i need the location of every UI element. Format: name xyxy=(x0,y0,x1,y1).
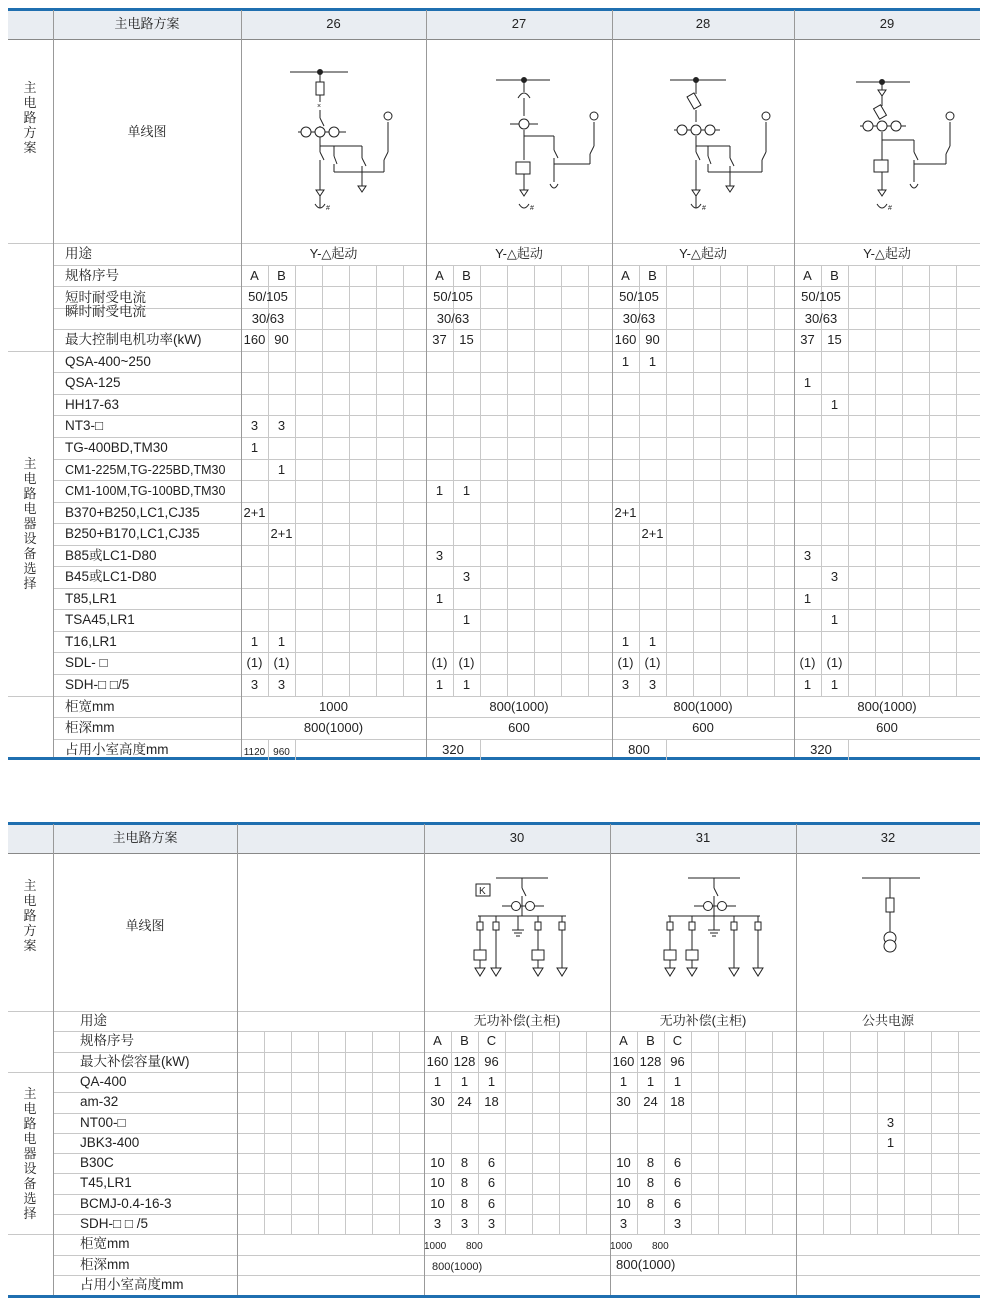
equipment-name: BCMJ-0.4-16-3 xyxy=(80,1195,172,1211)
equipment-qty: 1 xyxy=(460,1073,469,1089)
equipment-name: SDH-□ □/5 xyxy=(65,677,130,692)
current-peak-value: 30/63 xyxy=(436,310,470,326)
equipment-name: CM1-225M,TG-225BD,TM30 xyxy=(65,462,226,477)
current-short-label: 短时耐受电流 xyxy=(65,290,146,306)
equipment-qty: 6 xyxy=(673,1175,682,1191)
equipment-qty: 1 xyxy=(250,439,259,455)
usage-value: Y-△起动 xyxy=(309,246,358,261)
top-rule xyxy=(8,8,980,11)
equipment-qty: 3 xyxy=(435,547,444,563)
usage-value: Y-△起动 xyxy=(863,246,911,261)
equipment-qty: 1 xyxy=(250,633,259,649)
equipment-name: B30C xyxy=(80,1155,114,1171)
equipment-qty: 3 xyxy=(621,677,630,692)
equipment-name: QSA-400~250 xyxy=(65,353,151,369)
svg-text:#: # xyxy=(702,205,706,212)
power-value: 15 xyxy=(827,332,842,348)
scheme-27: 27 xyxy=(511,16,527,31)
equipment-qty: 3 xyxy=(648,677,657,692)
equipment-qty: 10 xyxy=(430,1155,445,1171)
spec-value: A xyxy=(621,267,630,283)
equipment-qty: 18 xyxy=(670,1094,685,1110)
spec-value: A xyxy=(435,267,444,283)
capacity-value: 160 xyxy=(426,1053,449,1069)
scheme-29: 29 xyxy=(879,16,895,31)
equipment-qty: 3 xyxy=(886,1114,895,1130)
table-schemes-30-32 xyxy=(8,822,980,1298)
width-value: 1000 xyxy=(319,698,348,714)
equipment-qty: 1 xyxy=(433,1073,442,1089)
equipment-qty: 6 xyxy=(673,1195,682,1211)
height-value: 800 xyxy=(628,741,650,757)
equipment-qty: 3 xyxy=(462,569,471,585)
current-peak-label: 瞬时耐受电流 xyxy=(65,304,146,320)
power-value: 160 xyxy=(243,332,266,348)
scheme-26: 26 xyxy=(326,16,341,31)
equipment-qty: 3 xyxy=(277,677,286,692)
equipment-qty: 8 xyxy=(460,1195,469,1211)
single-line-diagram-32 xyxy=(854,870,934,970)
diagram-label: 单线图 xyxy=(125,918,165,933)
spec-label: 规格序号 xyxy=(65,267,119,283)
equipment-qty: 1 xyxy=(803,677,812,692)
usage-value: 公共电源 xyxy=(861,1013,914,1028)
equipment-qty: 10 xyxy=(616,1195,631,1211)
svg-text:#: # xyxy=(888,205,892,212)
capacity-value: 128 xyxy=(639,1053,662,1069)
width-label: 柜宽mm xyxy=(80,1236,130,1252)
equipment-qty: 1 xyxy=(435,483,444,499)
equipment-qty: 6 xyxy=(487,1175,496,1191)
height-label: 占用小室高度mm xyxy=(65,741,169,757)
equipment-qty: 8 xyxy=(646,1175,655,1191)
equipment-qty: 1 xyxy=(803,375,812,391)
equipment-name: TG-400BD,TM30 xyxy=(65,439,168,455)
spec-value: A xyxy=(803,267,812,283)
equipment-qty: 8 xyxy=(646,1195,655,1211)
power-value: 15 xyxy=(459,332,474,348)
top-rule xyxy=(8,822,980,825)
equipment-name: B45或LC1-D80 xyxy=(65,569,157,585)
scheme-28: 28 xyxy=(695,16,711,31)
power-label: 最大控制电机功率(kW) xyxy=(65,332,202,348)
equipment-qty: (1) xyxy=(431,655,448,671)
equipment-qty: 1 xyxy=(621,353,630,369)
equipment-qty: 2+1 xyxy=(614,504,637,520)
equipment-name: NT00-□ xyxy=(80,1114,126,1130)
side-label-scheme: 主电路方案 xyxy=(23,878,37,953)
equipment-qty: 1 xyxy=(277,461,286,477)
equipment-qty: 24 xyxy=(457,1094,472,1110)
capacity-value: 128 xyxy=(453,1053,476,1069)
equipment-qty: 3 xyxy=(250,418,259,434)
width-label: 柜宽mm xyxy=(65,698,115,714)
equipment-qty: 2+1 xyxy=(243,504,266,520)
equipment-qty: 8 xyxy=(460,1155,469,1171)
equipment-qty: 24 xyxy=(643,1094,658,1110)
equipment-qty: 1 xyxy=(621,633,630,649)
equipment-qty: 1 xyxy=(673,1073,682,1089)
side-label-equipment: 主电路电器设备选择 xyxy=(23,1086,37,1221)
equipment-qty: 1 xyxy=(462,677,471,692)
current-short-value: 50/105 xyxy=(801,289,841,305)
power-value: 160 xyxy=(614,332,637,348)
power-value: 90 xyxy=(645,332,660,348)
equipment-qty: 1 xyxy=(646,1073,655,1089)
equipment-qty: 8 xyxy=(460,1175,469,1191)
equipment-qty: 3 xyxy=(460,1216,469,1231)
usage-label: 用途 xyxy=(80,1013,107,1028)
equipment-qty: 3 xyxy=(619,1216,628,1231)
equipment-name: SDH-□ □ /5 xyxy=(80,1216,149,1231)
bottom-rule xyxy=(8,1295,980,1298)
current-short-value: 50/105 xyxy=(619,289,659,305)
height-value: 320 xyxy=(810,741,832,757)
single-line-diagram-30 xyxy=(466,870,586,990)
scheme-31: 31 xyxy=(695,830,711,845)
width-value: 800 xyxy=(466,1241,483,1253)
equipment-name: HH17-63 xyxy=(65,396,120,412)
height-value: 1120 xyxy=(243,746,266,758)
depth-value: 600 xyxy=(876,720,898,736)
equipment-name: TSA45,LR1 xyxy=(65,612,135,628)
power-value: 37 xyxy=(432,332,447,348)
spec-value: B xyxy=(646,1033,655,1049)
equipment-qty: 1 xyxy=(277,633,286,649)
current-short-value: 50/105 xyxy=(433,289,473,305)
current-peak-value: 30/63 xyxy=(622,310,656,326)
equipment-qty: 6 xyxy=(487,1195,496,1211)
equipment-name: JBK3-400 xyxy=(80,1134,140,1150)
depth-value: 600 xyxy=(692,720,714,736)
equipment-name: B85或LC1-D80 xyxy=(65,547,157,563)
capacity-value: 96 xyxy=(670,1053,685,1069)
equipment-qty: 30 xyxy=(430,1094,445,1110)
equipment-qty: (1) xyxy=(826,655,843,671)
equipment-qty: 8 xyxy=(646,1155,655,1171)
svg-text:#: # xyxy=(530,205,534,212)
equipment-qty: 1 xyxy=(619,1073,628,1089)
usage-label: 用途 xyxy=(65,246,92,261)
depth-value: 800(1000) xyxy=(303,720,364,736)
equipment-qty: 3 xyxy=(277,418,286,434)
equipment-qty: 3 xyxy=(433,1216,442,1231)
equipment-qty: 1 xyxy=(648,353,657,369)
equipment-qty: 10 xyxy=(430,1175,445,1191)
equipment-qty: (1) xyxy=(246,655,263,671)
equipment-qty: 6 xyxy=(673,1155,682,1171)
usage-value: 无功补偿(主柜) xyxy=(473,1013,561,1028)
spec-value: B xyxy=(648,267,657,283)
equipment-name: CM1-100M,TG-100BD,TM30 xyxy=(65,484,226,499)
width-value: 1000 xyxy=(424,1241,447,1253)
spec-value: B xyxy=(462,267,471,283)
equipment-qty: 2+1 xyxy=(270,526,293,542)
current-short-value: 50/105 xyxy=(248,289,288,305)
equipment-name: QA-400 xyxy=(80,1073,127,1089)
equipment-qty: 1 xyxy=(462,612,471,628)
spec-label: 规格序号 xyxy=(80,1033,134,1049)
spec-value: A xyxy=(433,1033,442,1049)
k-label: K xyxy=(479,886,486,897)
equipment-qty: 10 xyxy=(616,1175,631,1191)
equipment-qty: 3 xyxy=(673,1216,682,1231)
spec-value: A xyxy=(619,1033,628,1049)
equipment-qty: 3 xyxy=(803,547,812,563)
equipment-qty: 1 xyxy=(648,633,657,649)
equipment-qty: 30 xyxy=(616,1094,631,1110)
single-line-diagram-31 xyxy=(658,870,778,990)
equipment-name: T85,LR1 xyxy=(65,590,117,606)
height-value: 960 xyxy=(273,746,290,758)
spec-value: B xyxy=(460,1033,469,1049)
depth-value: 600 xyxy=(508,720,530,736)
equipment-qty: 18 xyxy=(484,1094,499,1110)
equipment-qty: 10 xyxy=(430,1195,445,1211)
equipment-qty: 6 xyxy=(487,1155,496,1171)
usage-value: Y-△起动 xyxy=(495,246,543,261)
width-value: 800(1000) xyxy=(857,698,917,714)
width-value: 800(1000) xyxy=(489,698,549,714)
width-value: 800(1000) xyxy=(673,698,733,714)
usage-value: Y-△起动 xyxy=(679,246,727,261)
single-line-diagram-28 xyxy=(654,60,794,230)
equipment-qty: (1) xyxy=(644,655,661,671)
power-value: 90 xyxy=(274,332,289,348)
equipment-name: NT3-□ xyxy=(65,418,104,434)
equipment-name: am-32 xyxy=(80,1094,119,1110)
equipment-qty: 3 xyxy=(250,677,259,692)
current-peak-value: 30/63 xyxy=(804,310,838,326)
usage-value: 无功补偿(主柜) xyxy=(659,1013,747,1028)
table-schemes-26-29 xyxy=(8,8,980,760)
equipment-name: T16,LR1 xyxy=(65,633,117,649)
spec-value: C xyxy=(672,1033,683,1049)
current-peak-value: 30/63 xyxy=(251,310,285,326)
equipment-qty: (1) xyxy=(273,655,290,671)
spec-value: C xyxy=(486,1033,497,1049)
depth-label: 柜深mm xyxy=(65,720,115,736)
equipment-name: B370+B250,LC1,CJ35 xyxy=(65,504,200,520)
spec-value: B xyxy=(830,267,839,283)
capacity-label: 最大补偿容量(kW) xyxy=(80,1053,190,1069)
header-label: 主电路方案 xyxy=(112,830,178,845)
equipment-qty: 1 xyxy=(830,677,839,692)
equipment-qty: (1) xyxy=(617,655,634,671)
equipment-qty: (1) xyxy=(799,655,816,671)
equipment-qty: 3 xyxy=(830,569,839,585)
diagram-label: 单线图 xyxy=(127,124,167,139)
capacity-value: 96 xyxy=(484,1053,499,1069)
svg-text:#: # xyxy=(326,205,330,212)
equipment-qty: 1 xyxy=(830,396,839,412)
equipment-qty: 1 xyxy=(487,1073,496,1089)
equipment-qty: 1 xyxy=(803,590,812,606)
power-value: 37 xyxy=(800,332,815,348)
equipment-name: B250+B170,LC1,CJ35 xyxy=(65,526,200,542)
width-value: 800 xyxy=(652,1241,669,1253)
depth-label: 柜深mm xyxy=(80,1256,130,1272)
equipment-name: T45,LR1 xyxy=(80,1175,132,1191)
equipment-qty: 2+1 xyxy=(641,526,664,542)
depth-value: 800(1000) xyxy=(616,1256,676,1272)
equipment-name: QSA-125 xyxy=(65,375,121,391)
side-label-equipment: 主电路电器设备选择 xyxy=(23,456,37,591)
equipment-qty: 3 xyxy=(487,1216,496,1231)
single-line-diagram-26 xyxy=(276,60,416,230)
equipment-qty: 1 xyxy=(462,483,471,499)
equipment-qty: 1 xyxy=(435,677,444,692)
spec-value: B xyxy=(277,267,286,283)
depth-value: 800(1000) xyxy=(432,1260,483,1273)
height-label: 占用小室高度mm xyxy=(80,1276,184,1292)
equipment-qty: (1) xyxy=(458,655,475,671)
equipment-name: SDL- □ xyxy=(65,655,108,671)
spec-value: A xyxy=(250,267,259,283)
single-line-diagram-27 xyxy=(474,60,614,230)
single-line-diagram-29 xyxy=(840,60,980,230)
scheme-32: 32 xyxy=(880,830,896,845)
equipment-qty: 1 xyxy=(830,612,839,628)
equipment-qty: 10 xyxy=(616,1155,631,1171)
svg-text:×: × xyxy=(317,103,322,110)
width-value: 1000 xyxy=(610,1241,633,1253)
height-value: 320 xyxy=(442,741,464,757)
equipment-qty: 1 xyxy=(435,590,444,606)
header-label: 主电路方案 xyxy=(114,16,180,31)
side-label-scheme: 主电路方案 xyxy=(23,80,37,155)
scheme-30: 30 xyxy=(509,830,525,845)
equipment-qty: 1 xyxy=(886,1134,895,1150)
capacity-value: 160 xyxy=(612,1053,635,1069)
